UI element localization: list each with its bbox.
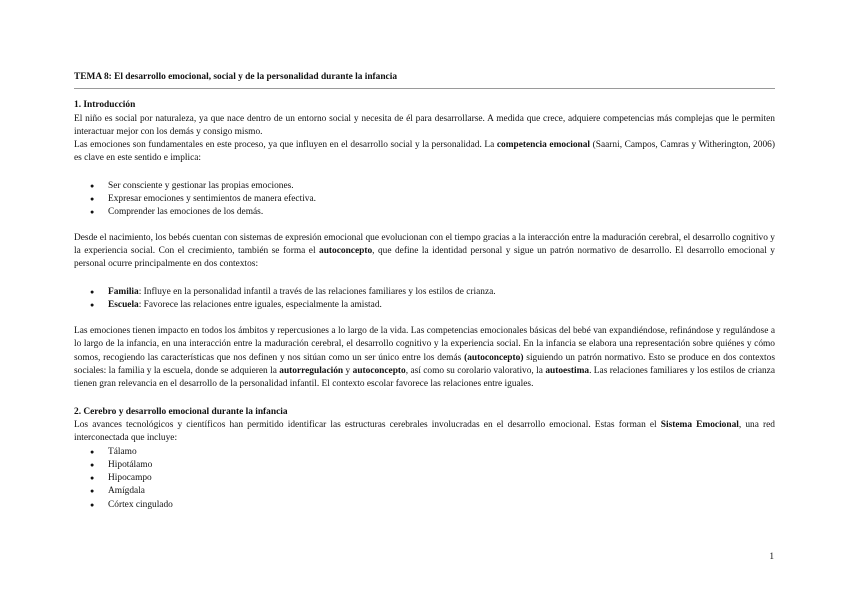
list-competencia-emocional: [74, 180, 775, 220]
section-heading-introduccion: 1. Introducción: [74, 100, 136, 111]
page-number: 1: [769, 552, 774, 562]
term-autoconcepto: autoconcepto: [352, 366, 406, 377]
spacer: [74, 272, 775, 286]
list-item: ● Córtex cingulado: [74, 499, 775, 512]
page-content: [74, 71, 775, 512]
spacer: [74, 392, 775, 406]
list-item: ● Hipotálamo: [74, 459, 775, 472]
text-span: y: [343, 366, 353, 377]
document-title: TEMA 8: El desarrollo emocional, social y de la personalidad durante la infancia: [74, 72, 398, 82]
spacer: [74, 220, 775, 232]
text-span: (Saarni, Campos, Camras y Witherington, 2006) es clave en este sentido e implica:: [74, 140, 775, 164]
spacer: [74, 312, 775, 325]
list-estructuras-cerebrales: [74, 446, 775, 512]
paragraph-intro-4: [74, 325, 775, 391]
text-span: siguiendo un patrón normativo. Esto se produce en dos contextos sociales: la familia y la escuela, donde se adquieren la: [74, 352, 775, 377]
term-autoestima: autoestima: [545, 366, 590, 377]
paragraph-intro-2: [74, 139, 775, 166]
list-item: ● Amígdala: [74, 485, 775, 498]
paragraph-cerebro-1: [74, 419, 775, 446]
list-item: [74, 286, 775, 299]
text-span: : Influye en la personalidad infantil a través de las relaciones familiares y los estilos de crianza.: [138, 286, 496, 297]
list-item: ● Expresar emociones y sentimientos de manera efectiva.: [74, 193, 775, 206]
text-span: , una red interconectada que incluye:: [74, 419, 775, 444]
list-item: ● Ser consciente y gestionar las propias emociones.: [74, 180, 775, 193]
list-item: [74, 299, 775, 312]
text-span: . Las relaciones familiares y los estilos de crianza tienen gran relevancia en el desarrollo de la personalidad infantil. El contexto escolar favorece las relaciones entre iguales.: [74, 366, 776, 390]
paragraph-intro-1: El niño es social por naturaleza, ya que nace dentro de un entorno social y necesita de él para desarrollarse. A medida que crece, adquiere competencias más complejas que le permiten interactuar mejor con los demás y consigo mismo.: [74, 113, 775, 137]
term-autoconcepto: autoconcepto: [319, 245, 373, 256]
text-span: Desde el nacimiento, los bebés cuentan con sistemas de expresión emocional que evolucionan con el tiempo gracias a la interacción entre la maduración cerebral, el desarrollo cognitivo y la experiencia social. Con el crecimiento, también se forma el: [74, 232, 775, 256]
list-item: ● Tálamo: [74, 446, 775, 459]
paragraph-intro-3: [74, 232, 775, 272]
term-familia: Familia: [108, 286, 139, 297]
term-autoconcepto: (autoconcepto): [464, 352, 524, 363]
text-span: , así como su corolario valorativo, la: [405, 366, 546, 377]
text-span: Los avances tecnológicos y científicos han permitido identificar las estructuras cerebrales involucradas en el desarrollo emocional. Estas forman el: [74, 419, 661, 430]
list-item: ● Comprender las emociones de los demás.: [74, 206, 775, 219]
term-autorregulacion: autorregulación: [279, 366, 344, 377]
text-span: : Favorece las relaciones entre iguales, especialmente la amistad.: [138, 299, 382, 310]
title-rule: [74, 88, 775, 89]
list-contextos: [74, 286, 775, 313]
spacer: [74, 166, 775, 180]
text-span: Las emociones tienen impacto en todos los ámbitos y repercusiones a lo largo de la vida. Las competencias emocionales básicas del bebé van expandiéndose, refinándose y regulándose a lo largo de la infancia, en una interacción entre la maduración cerebral, el desarrollo cognitivo y la experiencia social. En la infancia se elabora una representación sobre quiénes y cómo somos, recogiendo las características que nos definen y nos sitúan como un ser único entre los demás: [74, 326, 775, 363]
text-span: Las emociones son fundamentales en este proceso, ya que influyen en el desarrollo social y la personalidad. La: [74, 140, 497, 151]
list-item: ● Hipocampo: [74, 472, 775, 485]
text-span: , que define la identidad personal y sigue un patrón normativo de desarrollo. El desarrollo emocional y personal ocurre principalmente en dos contextos:: [74, 245, 775, 270]
section-heading-cerebro: 2. Cerebro y desarrollo emocional durante la infancia: [74, 406, 288, 417]
term-competencia-emocional: competencia emocional: [496, 140, 591, 151]
term-escuela: Escuela: [108, 299, 139, 310]
term-sistema-emocional: Sistema Emocional: [660, 419, 739, 430]
